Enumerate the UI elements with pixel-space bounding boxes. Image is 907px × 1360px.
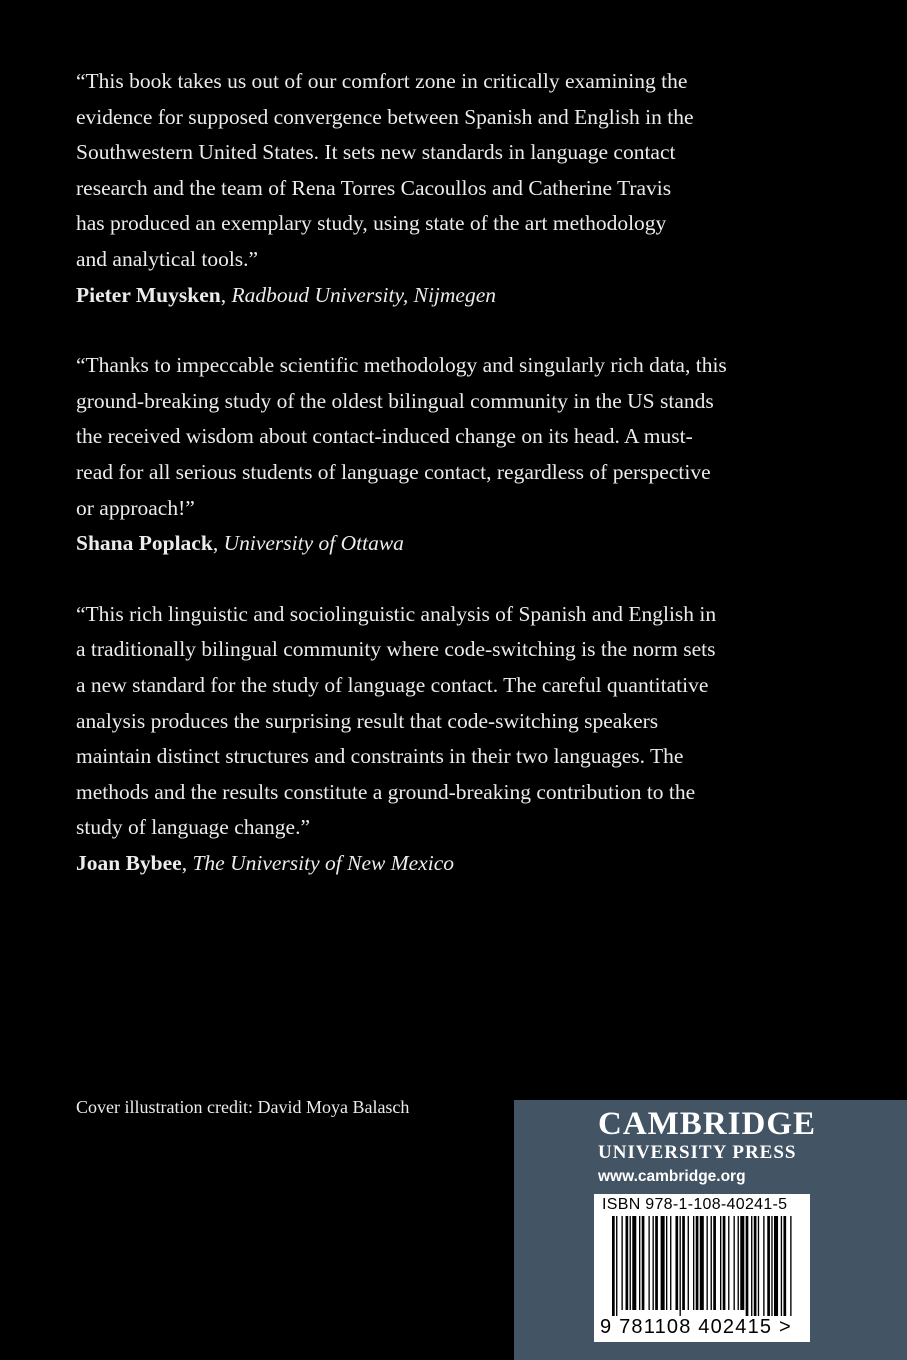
barcode-bar	[711, 1216, 712, 1310]
barcode-bar	[666, 1216, 667, 1310]
review-1	[76, 64, 856, 313]
reviewer-name: Joan Bybee	[76, 850, 182, 875]
review-quote: “This rich linguistic and sociolinguistic analysis of Spanish and English in a traditionally bilingual community where code-switching is the norm sets a new standard for the study of language contact. The careful quantitative analysis produces the surprising result that code-switching speakers maintain distinct structures and constraints in their two languages. The methods and the results constitute a ground-breaking contribution to the study of language change.”	[76, 601, 717, 840]
barcode-bar	[783, 1216, 786, 1316]
barcode-bar	[653, 1216, 654, 1310]
publisher-name: CAMBRIDGE	[598, 1106, 817, 1142]
barcode-bar	[655, 1216, 658, 1310]
attribution-separator: ,	[181, 850, 193, 875]
review-attribution	[76, 526, 856, 562]
reviewer-name: Pieter Muysken	[76, 282, 221, 307]
barcode-bar	[771, 1216, 772, 1316]
barcode-bar	[781, 1216, 782, 1316]
review-quote: “Thanks to impeccable scientific methodology and singularly rich data, this ground-breaking study of the oldest bilingual community in the US stands the received wisdom about contact-induced change on its head. A must- read for all serious students of language contact, regardless of perspective or approach!”	[76, 353, 727, 520]
barcode-bar	[688, 1216, 689, 1310]
barcode-bar	[707, 1216, 708, 1310]
publisher-url: www.cambridge.org	[598, 1168, 746, 1185]
barcode-bar	[612, 1216, 615, 1316]
barcode-bar	[626, 1216, 629, 1310]
barcode-bar	[740, 1216, 744, 1310]
review-attribution	[76, 278, 856, 314]
barcode-bar	[746, 1216, 749, 1316]
publisher-subtitle: UNIVERSITY PRESS	[598, 1142, 797, 1163]
barcode-bar	[680, 1216, 681, 1316]
review-2	[76, 348, 856, 562]
barcode-bar	[790, 1216, 791, 1316]
barcode-bar	[642, 1216, 645, 1310]
barcode-bar	[648, 1216, 649, 1310]
reviewer-affiliation: Radboud University, Nijmegen	[231, 282, 496, 307]
barcode-bar	[728, 1216, 729, 1310]
reviewer-affiliation: University of Ottawa	[223, 531, 404, 556]
barcode-bar	[723, 1216, 726, 1310]
isbn-label: ISBN 978-1-108-40241-5	[602, 1196, 788, 1213]
barcode-bar	[630, 1216, 631, 1310]
barcode-bar	[661, 1216, 665, 1310]
barcode-bar	[720, 1216, 721, 1310]
barcode-bar	[734, 1216, 735, 1310]
barcode-bar	[767, 1216, 770, 1316]
review-3	[76, 597, 856, 882]
barcode-bar	[675, 1216, 678, 1310]
barcode-bar	[700, 1216, 704, 1310]
barcode-bar	[670, 1216, 671, 1310]
barcode-bar	[738, 1216, 739, 1310]
barcode-bar	[754, 1216, 757, 1316]
review-attribution	[76, 846, 856, 882]
attribution-separator: ,	[212, 531, 224, 556]
barcode-bar	[758, 1216, 759, 1316]
review-quote: “This book takes us out of our comfort zone in critically examining the evidence for supposed convergence between Spanish and English in the Southwestern United States. It sets new standards in language contact research and the team of Rena Torres Cacoullos and Catherine Travis has produced an exemplary study, using state of the art methodology and analytical tools.”	[76, 69, 694, 271]
reviewer-affiliation: The University of New Mexico	[192, 850, 454, 875]
barcode-bar	[693, 1216, 694, 1310]
cover-illustration-credit: Cover illustration credit: David Moya Balasch	[76, 1097, 410, 1117]
barcode-bar	[621, 1216, 622, 1310]
barcode-bar	[713, 1216, 716, 1310]
barcode-bar	[696, 1216, 699, 1310]
barcode-bars	[594, 1216, 810, 1316]
barcode-bar	[616, 1216, 617, 1316]
publisher-panel	[514, 1100, 907, 1360]
barcode-bar	[774, 1216, 778, 1316]
reviewer-name: Shana Poplack	[76, 531, 213, 556]
barcode-box	[594, 1194, 810, 1342]
barcode-bar	[639, 1216, 640, 1310]
reviews-section	[76, 64, 856, 916]
barcode-bar	[763, 1216, 764, 1316]
barcode-bar	[751, 1216, 752, 1316]
barcode-bar	[632, 1216, 636, 1310]
barcode-digits: 9 781108 402415 >	[600, 1316, 792, 1338]
barcode-bar	[682, 1216, 685, 1310]
attribution-separator: ,	[220, 282, 232, 307]
